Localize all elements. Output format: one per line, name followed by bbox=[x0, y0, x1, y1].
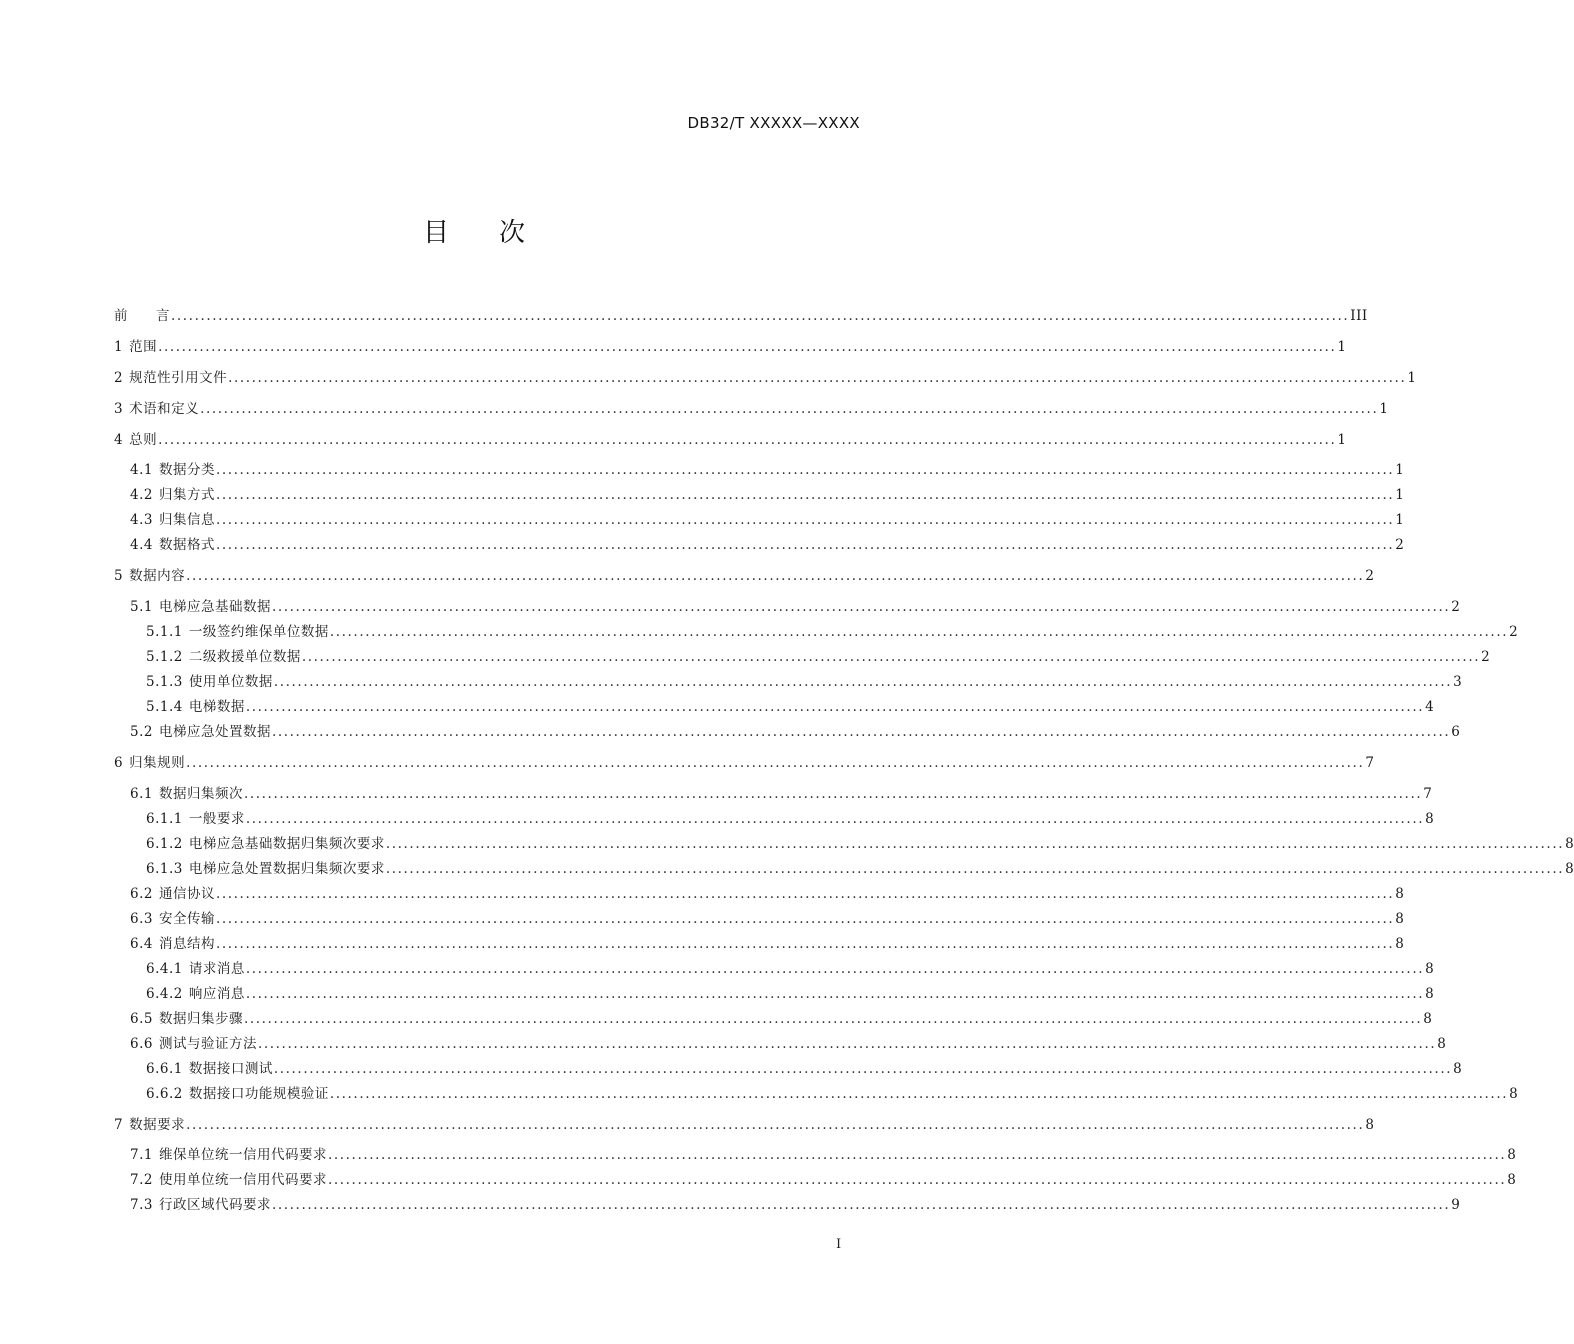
toc-entry-page: 8 bbox=[1425, 986, 1435, 1002]
toc-entry-title: 一般要求 bbox=[188, 811, 245, 827]
toc-entry[interactable] bbox=[114, 932, 1405, 954]
toc-entry-number: 6.4 bbox=[130, 936, 153, 952]
toc-entry[interactable] bbox=[114, 483, 1405, 505]
toc-entry-label bbox=[130, 1034, 257, 1054]
toc-entry-number: 6.2 bbox=[130, 886, 153, 902]
toc-entry[interactable] bbox=[114, 1193, 1461, 1215]
toc-entry-page: 8 bbox=[1395, 911, 1405, 927]
toc-entry[interactable] bbox=[114, 620, 1519, 642]
toc-leader-dots: ........................................................................................................................................................................................................ bbox=[271, 599, 1451, 615]
toc-entry-number: 6.6.1 bbox=[146, 1061, 183, 1077]
toc-leader-dots: ........................................................................................................................................................................................................ bbox=[215, 886, 1395, 902]
toc-entry-page: 8 bbox=[1453, 1061, 1463, 1077]
toc-entry-title: 术语和定义 bbox=[129, 401, 200, 417]
toc-entry-label bbox=[114, 337, 157, 357]
toc-entry-title: 归集规则 bbox=[129, 755, 186, 771]
toc-leader-dots: ........................................................................................................................................................................................................ bbox=[158, 432, 1337, 448]
toc-entry-number: 4.1 bbox=[130, 462, 153, 478]
toc-entry-number: 6 bbox=[114, 755, 124, 771]
toc-title-part1: 目 bbox=[422, 218, 451, 248]
toc-entry-label bbox=[130, 1145, 327, 1165]
toc-entry-label bbox=[114, 1115, 185, 1135]
toc-entry[interactable] bbox=[114, 564, 1375, 586]
toc-leader-dots: ........................................................................................................................................................................................................ bbox=[243, 786, 1423, 802]
toc-entry-title: 请求消息 bbox=[188, 961, 245, 977]
toc-title bbox=[0, 212, 950, 249]
toc-entry-label bbox=[146, 672, 273, 692]
toc-leader-dots: ........................................................................................................................................................................................................ bbox=[301, 649, 1481, 665]
toc-entry[interactable] bbox=[114, 782, 1433, 804]
toc-entry-page: 2 bbox=[1365, 568, 1375, 584]
toc-entry-number: 5.1.3 bbox=[146, 674, 183, 690]
toc-leader-dots: ........................................................................................................................................................................................................ bbox=[215, 936, 1395, 952]
document-code: DB32/T XXXXX—XXXX bbox=[687, 114, 860, 132]
toc-title-part2: 次 bbox=[499, 218, 528, 248]
toc-leader-dots: ........................................................................................................................................................................................................ bbox=[243, 1011, 1423, 1027]
toc-leader-dots: ........................................................................................................................................................................................................ bbox=[245, 811, 1425, 827]
toc-entry[interactable] bbox=[114, 1113, 1375, 1135]
toc-leader-dots: ........................................................................................................................................................................................................ bbox=[329, 1086, 1509, 1102]
toc-leader-dots: ........................................................................................................................................................................................................ bbox=[385, 861, 1565, 877]
toc-entry-label bbox=[146, 697, 245, 717]
toc-leader-dots: ........................................................................................................................................................................................................ bbox=[327, 1147, 1507, 1163]
toc-leader-dots: ........................................................................................................................................................................................................ bbox=[215, 537, 1395, 553]
toc-leader-dots: ........................................................................................................................................................................................................ bbox=[385, 836, 1565, 852]
toc-entry-page: 9 bbox=[1451, 1197, 1461, 1213]
toc-entry[interactable] bbox=[114, 1032, 1447, 1054]
toc-entry-page: 2 bbox=[1395, 537, 1405, 553]
toc-leader-dots: ........................................................................................................................................................................................................ bbox=[245, 986, 1425, 1002]
toc-entry-page: 8 bbox=[1565, 836, 1574, 852]
toc-entry-number: 6.1 bbox=[130, 786, 153, 802]
toc-entry-label bbox=[130, 1195, 271, 1215]
toc-entry-label bbox=[130, 722, 271, 742]
toc-entry-number: 6.4.2 bbox=[146, 986, 183, 1002]
toc-entry[interactable] bbox=[114, 508, 1405, 530]
toc-entry-label bbox=[130, 884, 215, 904]
toc-entry-title: 归集信息 bbox=[158, 512, 215, 528]
toc-leader-dots: ........................................................................................................................................................................................................ bbox=[257, 1036, 1437, 1052]
toc-entry-title: 电梯应急处置数据 bbox=[158, 724, 271, 740]
toc-entry[interactable] bbox=[114, 907, 1405, 929]
toc-entry[interactable] bbox=[114, 807, 1435, 829]
toc-entry-label bbox=[114, 306, 170, 326]
toc-entry[interactable] bbox=[114, 1168, 1517, 1190]
toc-entry[interactable] bbox=[114, 335, 1347, 357]
toc-entry-title: 通信协议 bbox=[158, 886, 215, 902]
toc-entry-title: 数据归集频次 bbox=[158, 786, 243, 802]
toc-entry-number: 5 bbox=[114, 568, 124, 584]
toc-entry-title: 规范性引用文件 bbox=[129, 370, 228, 386]
toc-leader-dots: ........................................................................................................................................................................................................ bbox=[200, 401, 1379, 417]
toc-leader-dots: ........................................................................................................................................................................................................ bbox=[215, 512, 1395, 528]
toc-entry-number: 6.1.3 bbox=[146, 861, 183, 877]
toc-entry-title: 总则 bbox=[129, 432, 158, 448]
toc-entry[interactable] bbox=[114, 645, 1491, 667]
toc-entry[interactable] bbox=[114, 1082, 1519, 1104]
toc-entry-label bbox=[146, 809, 245, 829]
toc-entry-number: 4 bbox=[114, 432, 124, 448]
toc-entry-page: 8 bbox=[1509, 1086, 1519, 1102]
toc-entry-page: 8 bbox=[1365, 1117, 1375, 1133]
toc-entry-title: 数据要求 bbox=[129, 1117, 186, 1133]
toc-entry-page: 4 bbox=[1425, 699, 1435, 715]
toc-entry[interactable] bbox=[114, 428, 1347, 450]
toc-leader-dots: ........................................................................................................................................................................................................ bbox=[215, 911, 1395, 927]
toc-leader-dots: ........................................................................................................................................................................................................ bbox=[186, 568, 1365, 584]
toc-entry-label bbox=[130, 535, 215, 555]
toc-entry-label bbox=[130, 597, 271, 617]
toc-entry-number: 2 bbox=[114, 370, 124, 386]
toc-entry-number: 6.6 bbox=[130, 1036, 153, 1052]
toc-entry-page: 8 bbox=[1565, 861, 1574, 877]
toc-entry-page: 8 bbox=[1395, 886, 1405, 902]
toc-entry-label bbox=[146, 1059, 273, 1079]
toc-entry-label bbox=[146, 647, 301, 667]
toc-entry-number: 5.1.1 bbox=[146, 624, 183, 640]
toc-entry-title: 消息结构 bbox=[158, 936, 215, 952]
toc-leader-dots: ........................................................................................................................................................................................................ bbox=[245, 961, 1425, 977]
toc-entry-number: 4.4 bbox=[130, 537, 153, 553]
toc-entry-page: 2 bbox=[1481, 649, 1491, 665]
page-number: I bbox=[836, 1237, 842, 1252]
toc-entry-label bbox=[130, 909, 215, 929]
toc-entry-page: 8 bbox=[1437, 1036, 1447, 1052]
toc-entry-label bbox=[130, 1170, 327, 1190]
toc-entry-number: 6.3 bbox=[130, 911, 153, 927]
toc-entry-page: 7 bbox=[1365, 755, 1375, 771]
toc-entry-number: 5.1.4 bbox=[146, 699, 183, 715]
toc-entry-label bbox=[130, 460, 215, 480]
toc-leader-dots: ........................................................................................................................................................................................................ bbox=[158, 339, 1337, 355]
toc-entry-title: 二级救援单位数据 bbox=[188, 649, 301, 665]
toc-entry[interactable] bbox=[114, 458, 1405, 480]
toc-leader-dots: ........................................................................................................................................................................................................ bbox=[271, 724, 1451, 740]
toc-entry-title: 维保单位统一信用代码要求 bbox=[158, 1147, 327, 1163]
toc-entry[interactable] bbox=[114, 982, 1435, 1004]
toc-entry-page: 3 bbox=[1453, 674, 1463, 690]
toc-entry-title: 数据接口功能规模验证 bbox=[188, 1086, 329, 1102]
toc-entry-label bbox=[130, 1009, 243, 1029]
toc-entry-title: 数据格式 bbox=[158, 537, 215, 553]
toc-leader-dots: ........................................................................................................................................................................................................ bbox=[186, 1117, 1365, 1133]
toc-leader-dots: ........................................................................................................................................................................................................ bbox=[273, 1061, 1453, 1077]
toc-entry-page: 8 bbox=[1395, 936, 1405, 952]
toc-entry-page: 1 bbox=[1395, 487, 1405, 503]
toc-entry-label bbox=[146, 834, 385, 854]
toc-entry-number: 7.2 bbox=[130, 1172, 153, 1188]
toc-entry[interactable] bbox=[114, 957, 1435, 979]
toc-entry-label bbox=[146, 1084, 329, 1104]
toc-entry-label bbox=[146, 959, 245, 979]
toc-entry-label bbox=[146, 622, 329, 642]
toc-entry[interactable] bbox=[114, 1007, 1433, 1029]
toc-entry-label bbox=[114, 430, 157, 450]
toc-entry[interactable] bbox=[114, 1143, 1517, 1165]
toc-entry-title: 归集方式 bbox=[158, 487, 215, 503]
toc-entry-page: III bbox=[1350, 308, 1368, 324]
toc-entry-page: 2 bbox=[1451, 599, 1461, 615]
toc-entry-page: 1 bbox=[1379, 401, 1389, 417]
toc-entry-number: 7.1 bbox=[130, 1147, 153, 1163]
toc-entry-number: 7.3 bbox=[130, 1197, 153, 1213]
toc-leader-dots: ........................................................................................................................................................................................................ bbox=[171, 308, 1350, 324]
toc-leader-dots: ........................................................................................................................................................................................................ bbox=[327, 1172, 1507, 1188]
toc-entry-label bbox=[130, 934, 215, 954]
toc-entry-page: 1 bbox=[1337, 432, 1347, 448]
toc-entry-number: 5.1 bbox=[130, 599, 153, 615]
toc-entry-title: 安全传输 bbox=[158, 911, 215, 927]
toc-leader-dots: ........................................................................................................................................................................................................ bbox=[329, 624, 1509, 640]
toc-entry-title: 电梯应急处置数据归集频次要求 bbox=[188, 861, 385, 877]
toc-entry-page: 1 bbox=[1407, 370, 1417, 386]
toc-entry-title: 使用单位统一信用代码要求 bbox=[158, 1172, 327, 1188]
toc-entry-page: 1 bbox=[1395, 512, 1405, 528]
toc-entry-number: 7 bbox=[114, 1117, 124, 1133]
toc-entry-number: 6.6.2 bbox=[146, 1086, 183, 1102]
toc-leader-dots: ........................................................................................................................................................................................................ bbox=[215, 487, 1395, 503]
toc-leader-dots: ........................................................................................................................................................................................................ bbox=[271, 1197, 1451, 1213]
toc-entry-title: 响应消息 bbox=[188, 986, 245, 1002]
toc-entry-label bbox=[114, 753, 185, 773]
toc-entry[interactable] bbox=[114, 595, 1461, 617]
toc-entry[interactable] bbox=[114, 857, 1574, 879]
toc-leader-dots: ........................................................................................................................................................................................................ bbox=[245, 699, 1425, 715]
toc-entry-page: 8 bbox=[1423, 1011, 1433, 1027]
toc-entry-title: 前 言 bbox=[114, 308, 170, 324]
toc-entry-number: 6.1.1 bbox=[146, 811, 183, 827]
toc-entry-title: 一级签约维保单位数据 bbox=[188, 624, 329, 640]
toc-entry-label bbox=[146, 859, 385, 879]
toc-entry[interactable] bbox=[114, 720, 1461, 742]
toc-entry[interactable] bbox=[114, 695, 1435, 717]
toc-entry-label bbox=[146, 984, 245, 1004]
toc-leader-dots: ........................................................................................................................................................................................................ bbox=[215, 462, 1395, 478]
toc-leader-dots: ........................................................................................................................................................................................................ bbox=[186, 755, 1365, 771]
toc-entry-page: 8 bbox=[1507, 1172, 1517, 1188]
toc-entry-label bbox=[114, 566, 185, 586]
toc-entry-number: 5.2 bbox=[130, 724, 153, 740]
toc-entry-title: 电梯应急基础数据 bbox=[158, 599, 271, 615]
toc-entry-page: 6 bbox=[1451, 724, 1461, 740]
toc-entry-title: 数据接口测试 bbox=[188, 1061, 273, 1077]
toc-entry-label bbox=[114, 368, 227, 388]
toc-entry[interactable] bbox=[114, 304, 1368, 326]
toc-entry-title: 行政区域代码要求 bbox=[158, 1197, 271, 1213]
toc-entry[interactable] bbox=[114, 751, 1375, 773]
toc-entry-page: 1 bbox=[1395, 462, 1405, 478]
toc-entry[interactable] bbox=[114, 366, 1417, 388]
toc-entry-number: 1 bbox=[114, 339, 124, 355]
toc-entry-label bbox=[130, 485, 215, 505]
toc-entry-number: 6.5 bbox=[130, 1011, 153, 1027]
toc-entry[interactable] bbox=[114, 832, 1574, 854]
toc-entry[interactable] bbox=[114, 533, 1405, 555]
toc-entry-title: 数据分类 bbox=[158, 462, 215, 478]
toc-entry-title: 数据归集步骤 bbox=[158, 1011, 243, 1027]
toc-entry[interactable] bbox=[114, 397, 1389, 419]
toc-leader-dots: ........................................................................................................................................................................................................ bbox=[273, 674, 1453, 690]
toc-entry-title: 数据内容 bbox=[129, 568, 186, 584]
toc-entry-page: 8 bbox=[1425, 961, 1435, 977]
toc-entry-title: 电梯数据 bbox=[188, 699, 245, 715]
toc-entry-number: 6.1.2 bbox=[146, 836, 183, 852]
toc-entry-number: 4.3 bbox=[130, 512, 153, 528]
toc-entry[interactable] bbox=[114, 670, 1463, 692]
toc-entry-label bbox=[130, 784, 243, 804]
toc-entry-number: 5.1.2 bbox=[146, 649, 183, 665]
toc-entry-title: 电梯应急基础数据归集频次要求 bbox=[188, 836, 385, 852]
toc-entry-label bbox=[130, 510, 215, 530]
toc-entry-number: 3 bbox=[114, 401, 124, 417]
toc-entry-title: 范围 bbox=[129, 339, 158, 355]
toc-entry-page: 2 bbox=[1509, 624, 1519, 640]
toc-entry[interactable] bbox=[114, 1057, 1463, 1079]
toc-entry-number: 6.4.1 bbox=[146, 961, 183, 977]
toc-entry[interactable] bbox=[114, 882, 1405, 904]
toc-entry-page: 1 bbox=[1337, 339, 1347, 355]
toc-entry-number: 4.2 bbox=[130, 487, 153, 503]
toc-entry-label bbox=[114, 399, 199, 419]
toc-entry-page: 8 bbox=[1425, 811, 1435, 827]
toc-entry-page: 8 bbox=[1507, 1147, 1517, 1163]
toc-entry-title: 使用单位数据 bbox=[188, 674, 273, 690]
toc-entry-page: 7 bbox=[1423, 786, 1433, 802]
toc-entry-title: 测试与验证方法 bbox=[158, 1036, 257, 1052]
toc-leader-dots: ........................................................................................................................................................................................................ bbox=[228, 370, 1407, 386]
